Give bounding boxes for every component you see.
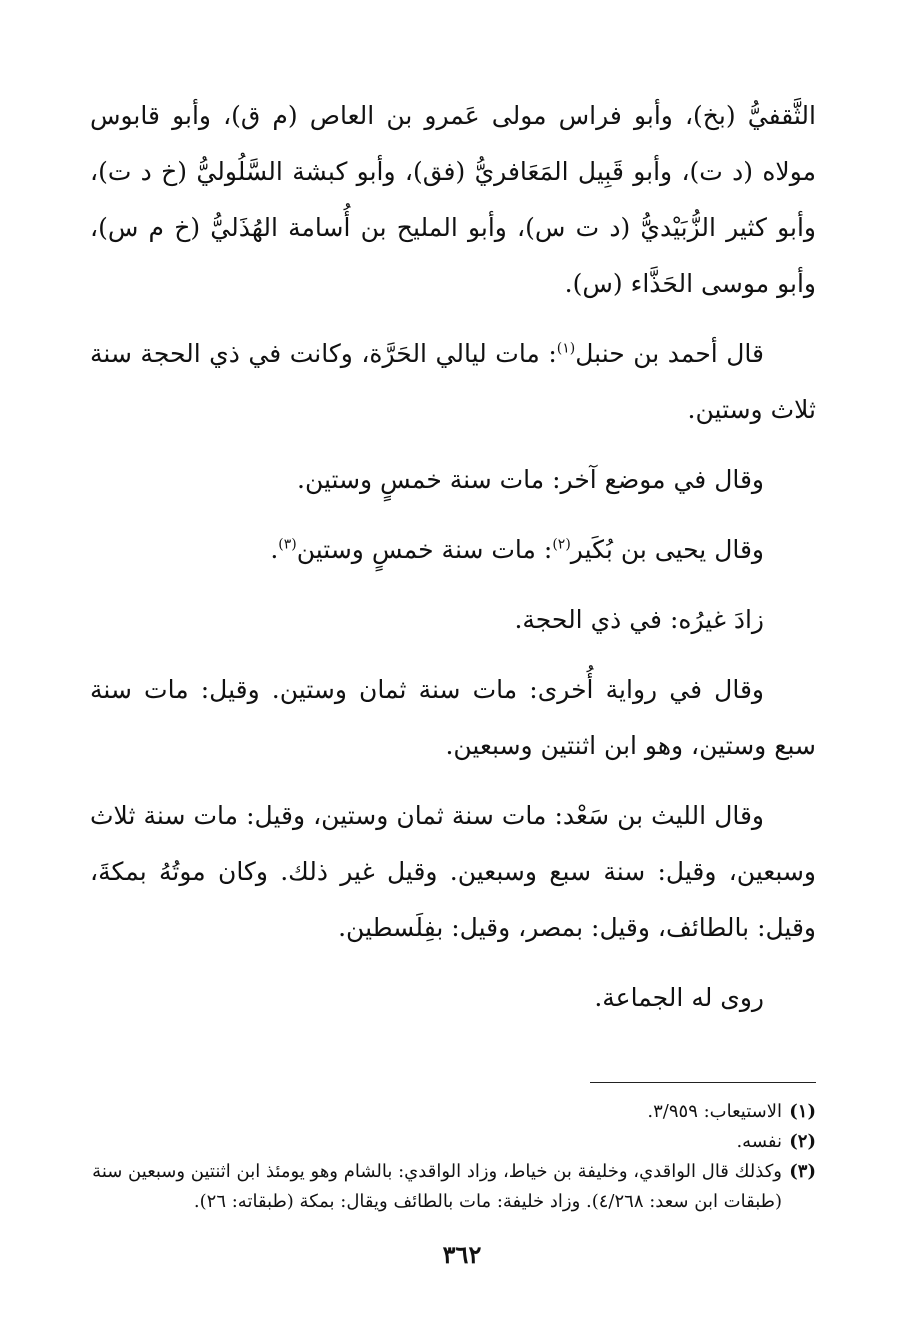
ahmad-text-before: قال أحمد بن حنبل bbox=[575, 339, 764, 368]
narrator-list-paragraph: الثَّقفيُّ (بخ)، وأبو فراس مولى عَمرو بن العاص (م ق)، وأبو قابوس مولاه (د ت)، وأبو قَبِيل المَعَافريُّ (فق)، وأبو كبشة السَّلُوليُّ (خ د ت)، وأبو كثير الزُّبَيْديُّ (د ت س)، وأبو المليح بن أُسامة الهُذَليُّ (خ م س)، وأبو موسى الحَذَّاء (س). bbox=[90, 101, 816, 298]
another-narration-paragraph: وقال في رواية أُخرى: مات سنة ثمان وستين. وقيل: مات سنة سبع وستين، وهو ابن اثنتين وسبعين. bbox=[90, 675, 816, 760]
layth-ibn-saad-paragraph: وقال الليث بن سَعْد: مات سنة ثمان وستين، وقيل: مات سنة ثلاث وسبعين، وقيل: سنة سبع وسبعين. وقيل غير ذلك. وكان موتُهُ بمكةَ، وقيل: بالطائف، وقيل: بمصر، وقيل: بفِلَسطين. bbox=[90, 801, 816, 942]
footnote-text: الاستيعاب: ٣/٩٥٩. bbox=[647, 1101, 782, 1122]
footnotes bbox=[90, 1097, 816, 1217]
footnote-number: (٢) bbox=[789, 1131, 816, 1152]
ahmad-text-after: : مات ليالي الحَرَّة، وكانت في ذي الحجة سنة ثلاث وستين. bbox=[90, 339, 816, 424]
footnote-ref-2: (٢) bbox=[552, 536, 571, 553]
yahya-text-before: وقال يحيى بن بُكَير bbox=[570, 535, 764, 564]
footnote-ref-3: (٣) bbox=[278, 536, 297, 553]
footnote-2 bbox=[90, 1127, 816, 1157]
page-number: ٣٦٢ bbox=[442, 1240, 482, 1269]
another-place-paragraph: وقال في موضع آخر: مات سنة خمسٍ وستين. bbox=[297, 465, 764, 494]
narrated-by-all-paragraph: روى له الجماعة. bbox=[594, 983, 764, 1012]
footnote-number: (١) bbox=[789, 1101, 816, 1122]
footnote-number: (٣) bbox=[789, 1161, 816, 1182]
footnote-text: نفسه. bbox=[736, 1131, 782, 1152]
ahmad-ibn-hanbal-paragraph bbox=[90, 326, 816, 438]
footnote-1 bbox=[90, 1097, 816, 1127]
footnote-text: وكذلك قال الواقدي، وخليفة بن خياط، وزاد الواقدي: بالشام وهو يومئذ ابن اثنتين وسبعين سنة (طبقات ابن سعد: ٤/٢٦٨). وزاد خليفة: مات بالطائف ويقال: بمكة (طبقاته: ٢٦). bbox=[92, 1161, 782, 1212]
footnote-3 bbox=[90, 1157, 816, 1217]
footnote-separator bbox=[590, 1082, 816, 1083]
yahya-text-middle: : مات سنة خمسٍ وستين bbox=[296, 535, 553, 564]
yahya-ibn-bukayr-paragraph bbox=[90, 522, 816, 578]
others-added-paragraph: زادَ غيرُه: في ذي الحجة. bbox=[514, 605, 764, 634]
yahya-text-after: . bbox=[270, 535, 279, 564]
footnote-ref-1: (١) bbox=[556, 340, 576, 357]
